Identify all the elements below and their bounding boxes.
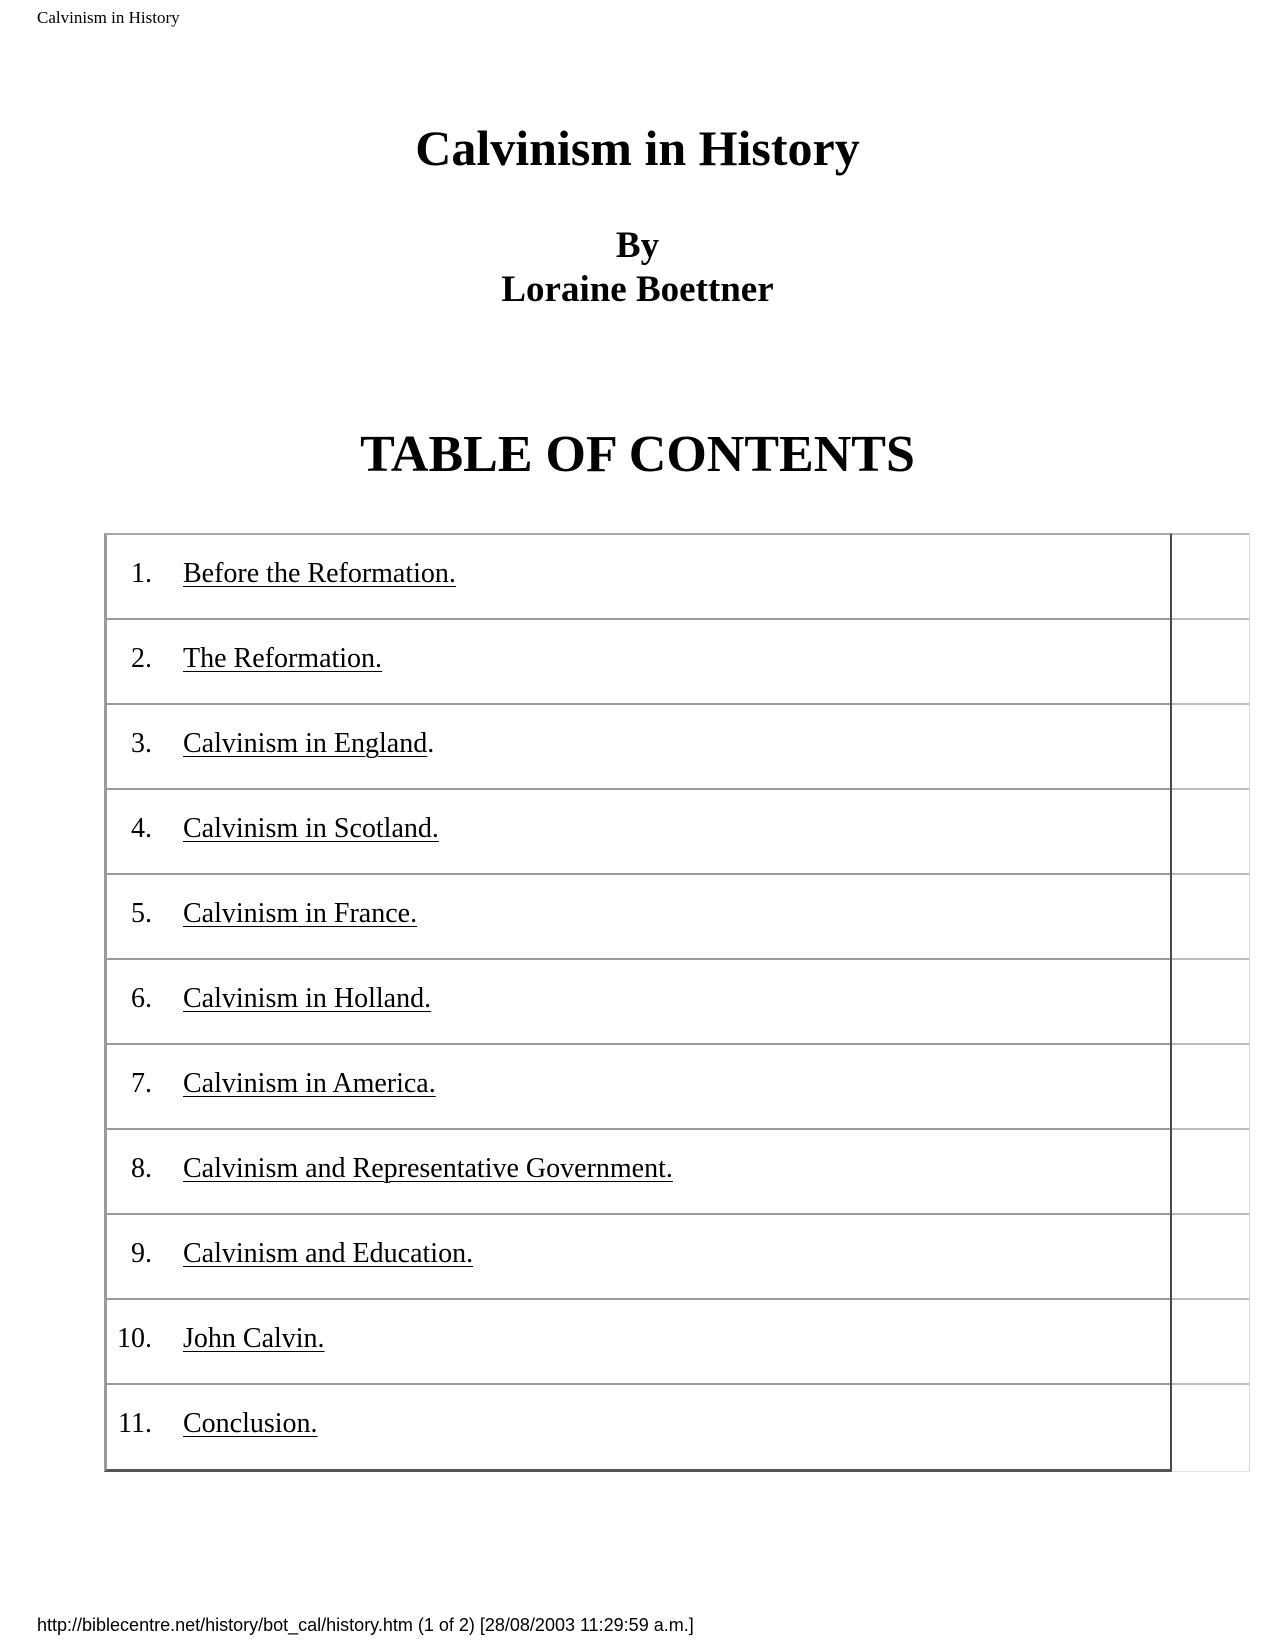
- toc-empty-cell: [1172, 1130, 1249, 1215]
- print-footer-url: http://biblecentre.net/history/bot_cal/history.htm (1 of 2) [28/08/2003 11:29:59 a.m.]: [37, 1615, 694, 1635]
- toc-suffix: .: [427, 728, 435, 759]
- toc-number: 9.: [131, 1238, 152, 1269]
- document-title: Calvinism in History: [415, 120, 860, 176]
- toc-row: [107, 1300, 1170, 1385]
- toc-table: [104, 533, 1249, 1475]
- byline: [0, 224, 1275, 312]
- toc-number: 5.: [131, 898, 152, 929]
- toc-empty-cell: [1172, 620, 1249, 705]
- toc-number: 8.: [131, 1153, 152, 1184]
- toc-row: [107, 1215, 1170, 1300]
- toc-row: [107, 960, 1170, 1045]
- toc-row: [107, 1045, 1170, 1130]
- toc-empty-cell: [1172, 960, 1249, 1045]
- author-name: Loraine Boettner: [501, 269, 774, 310]
- toc-empty-cell: [1172, 790, 1249, 875]
- toc-main-column: [104, 533, 1172, 1472]
- toc-link-john-calvin[interactable]: John Calvin.: [183, 1323, 325, 1354]
- toc-link-before-reformation[interactable]: Before the Reformation.: [183, 558, 456, 589]
- toc-row: [107, 1130, 1170, 1215]
- byline-by: By: [615, 225, 660, 266]
- toc-link-conclusion[interactable]: Conclusion.: [183, 1408, 318, 1439]
- toc-entry-england: [183, 727, 434, 761]
- toc-row: [107, 875, 1170, 960]
- toc-empty-cell: [1172, 1300, 1249, 1385]
- toc-number: 1.: [131, 558, 152, 589]
- toc-empty-cell: [1172, 705, 1249, 790]
- toc-number: 2.: [131, 643, 152, 674]
- toc-heading: TABLE OF CONTENTS: [360, 426, 915, 483]
- toc-number: 11.: [118, 1408, 152, 1439]
- toc-row: [107, 1385, 1170, 1470]
- toc-row: [107, 535, 1170, 620]
- toc-number: 4.: [131, 813, 152, 844]
- toc-row: [107, 705, 1170, 790]
- toc-empty-cell: [1172, 535, 1249, 620]
- toc-empty-cell: [1172, 875, 1249, 960]
- toc-link-holland[interactable]: Calvinism in Holland.: [183, 983, 432, 1014]
- toc-row: [107, 620, 1170, 705]
- toc-link-education[interactable]: Calvinism and Education.: [183, 1238, 474, 1269]
- toc-empty-column: [1172, 533, 1250, 1472]
- toc-list: [107, 535, 1170, 1470]
- toc-empty-cell: [1172, 1385, 1249, 1470]
- toc-number: 10.: [117, 1323, 152, 1354]
- print-header: Calvinism in History: [37, 8, 180, 27]
- toc-number: 6.: [131, 983, 152, 1014]
- toc-number: 7.: [131, 1068, 152, 1099]
- toc-empty-cell: [1172, 1215, 1249, 1300]
- toc-empty-cell: [1172, 1045, 1249, 1130]
- toc-link-reformation[interactable]: The Reformation.: [183, 643, 383, 674]
- toc-link-america[interactable]: Calvinism in America.: [183, 1068, 436, 1099]
- toc-link-representative-government[interactable]: Calvinism and Representative Government.: [183, 1153, 673, 1184]
- toc-link-scotland[interactable]: Calvinism in Scotland.: [183, 813, 439, 844]
- toc-link-france[interactable]: Calvinism in France.: [183, 898, 418, 929]
- toc-number: 3.: [131, 728, 152, 759]
- toc-link-england[interactable]: Calvinism in England: [183, 728, 428, 759]
- toc-row: [107, 790, 1170, 875]
